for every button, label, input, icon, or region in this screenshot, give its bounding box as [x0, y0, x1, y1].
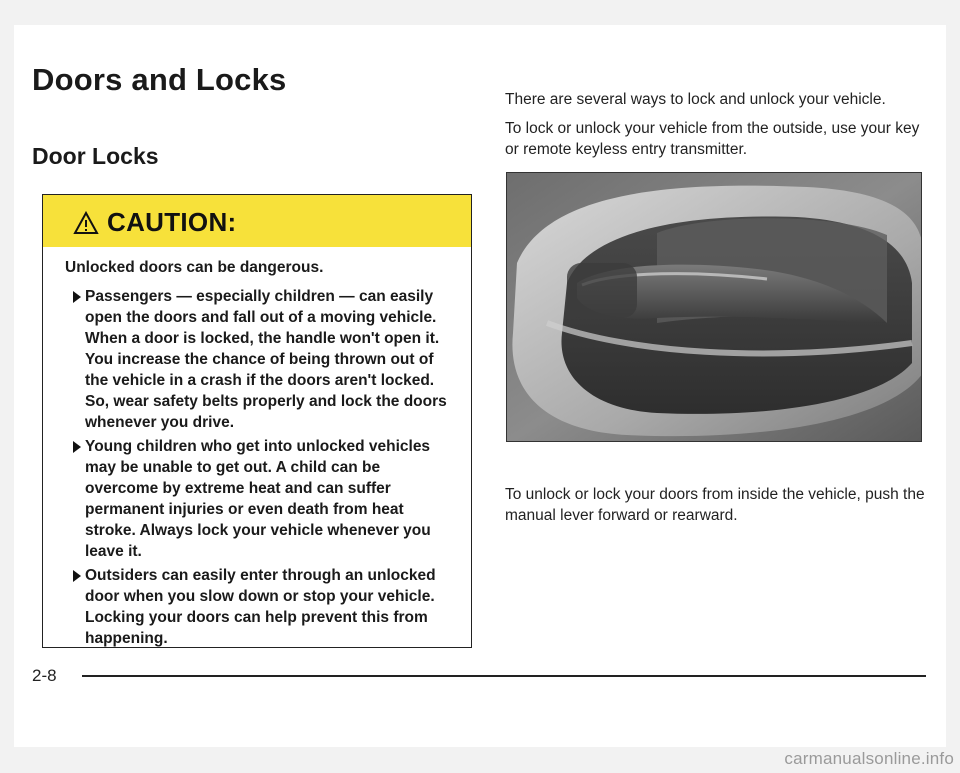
caution-bullet-text: Passengers — especially children — can easily open the doors and fall out of a moving vehicle. When a door is locked, the handle won't open it. You increase the chance of being thrown out of the vehicle in a crash if the doors aren't locked. So, wear safety belts properly and lock the doors whenever you drive.: [85, 288, 447, 431]
caution-bullet-1: [65, 286, 455, 433]
footer-rule: [82, 675, 926, 677]
page-title: Doors and Locks: [32, 62, 287, 97]
caution-bullet-text: Young children who get into unlocked vehicles may be unable to get out. A child can be overcome by extreme heat and can suffer permanent injuries or even death from heat stroke. Always lock your vehicle whenever you leave it.: [85, 438, 431, 560]
caution-intro: Unlocked doors can be dangerous.: [65, 259, 324, 276]
page-number: 2-8: [32, 666, 57, 685]
caution-body: [65, 257, 455, 652]
warning-triangle-icon: [73, 211, 99, 235]
door-lock-photo: [506, 172, 922, 442]
section-title: Door Locks: [32, 143, 159, 169]
intro-paragraph: There are several ways to lock and unlock your vehicle.: [505, 91, 886, 108]
caution-label: CAUTION:: [107, 207, 237, 237]
caution-header: [43, 195, 471, 247]
caution-bullet-3: [65, 565, 455, 649]
bullet-icon: [73, 291, 81, 303]
caution-bullet-text: Outsiders can easily enter through an unlocked door when you slow down or stop your vehicle. Locking your doors can help prevent this from happening.: [85, 567, 436, 647]
watermark: carmanualsonline.info: [784, 749, 954, 768]
right-column: [505, 89, 925, 168]
caution-box: [42, 194, 472, 648]
bullet-icon: [73, 570, 81, 582]
caution-bullet-2: [65, 436, 455, 562]
outside-lock-paragraph: To lock or unlock your vehicle from the outside, use your key or remote keyless entry transmitter.: [505, 120, 920, 158]
bullet-icon: [73, 441, 81, 453]
caution-list: [65, 286, 455, 649]
inside-lock-caption: To unlock or lock your doors from inside the vehicle, push the manual lever forward or rearward.: [505, 485, 925, 524]
caution-label-wrap: [73, 207, 237, 238]
door-handle-illustration: [507, 173, 922, 442]
